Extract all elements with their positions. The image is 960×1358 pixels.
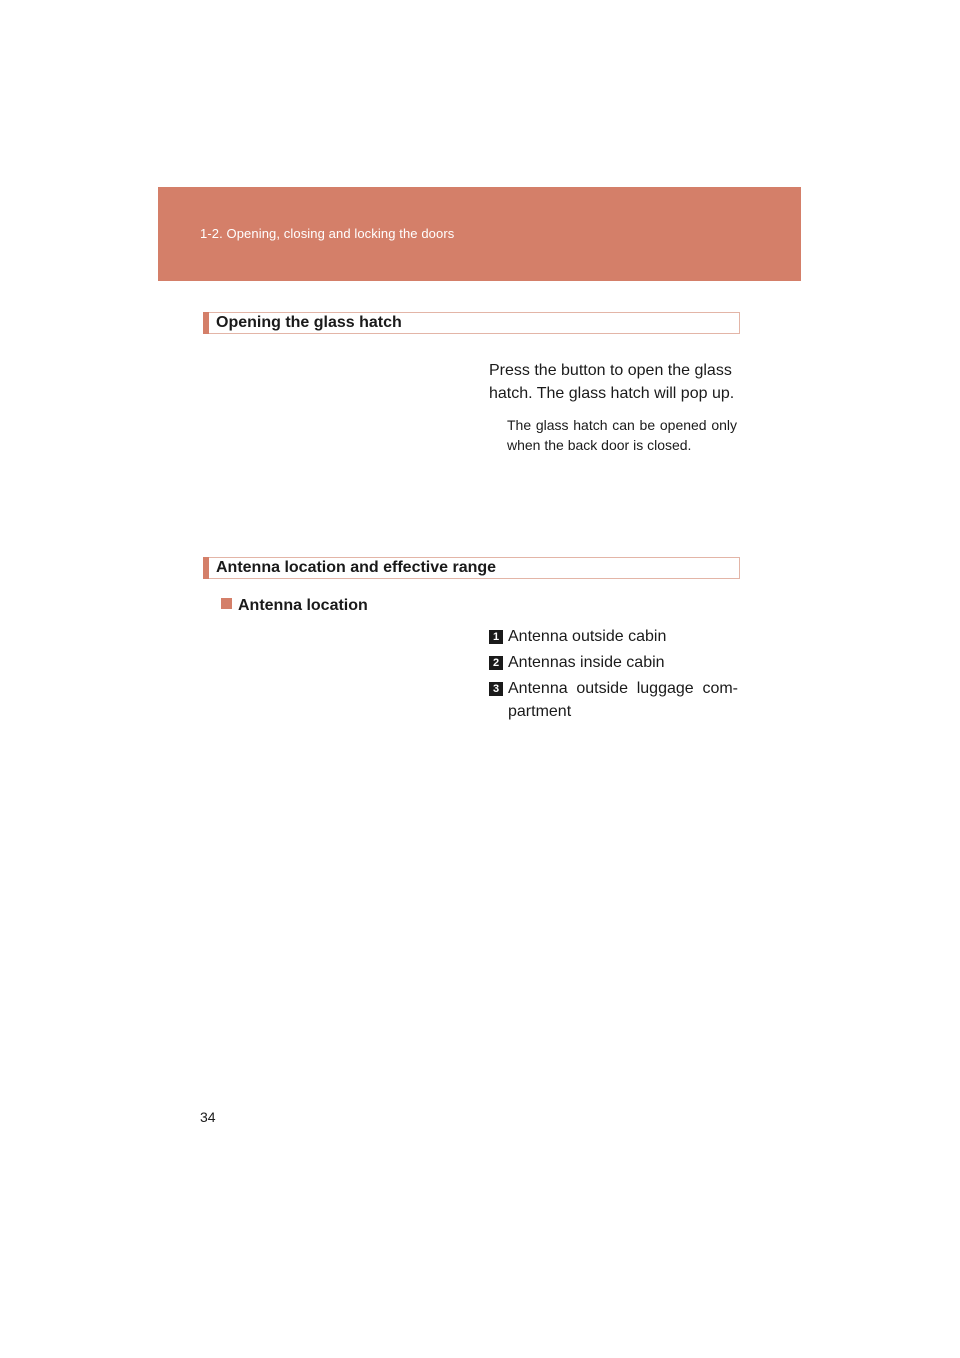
list-item — [489, 651, 739, 675]
subheading-text: Antenna location — [238, 597, 368, 614]
list-item-label: Antennas inside cabin — [508, 654, 665, 671]
section-accent-bar — [203, 557, 209, 579]
list-item — [489, 677, 739, 725]
section-title: Opening the glass hatch — [216, 314, 402, 331]
glass-hatch-note: The glass hatch can be opened only when the back door is closed. — [507, 417, 737, 453]
section-heading-antenna — [203, 557, 740, 579]
breadcrumb: 1-2. Opening, closing and locking the doors — [200, 226, 455, 241]
square-bullet-icon — [221, 598, 232, 609]
glass-hatch-instructions: Press the button to open the glass hatch. The glass hatch will pop up. — [489, 362, 735, 402]
section-heading-glass-hatch — [203, 312, 740, 334]
list-item-label: Antenna outside luggage com- partment — [508, 680, 738, 720]
number-badge-1: 1 — [489, 630, 503, 644]
number-badge-3: 3 — [489, 682, 503, 696]
list-item-label: Antenna outside cabin — [508, 628, 667, 645]
page-number: 34 — [200, 1109, 216, 1125]
section-title: Antenna location and effective range — [216, 559, 497, 576]
subheading-antenna-location — [221, 597, 368, 615]
number-badge-2: 2 — [489, 656, 503, 670]
list-item — [489, 625, 739, 649]
section-accent-bar — [203, 312, 209, 334]
chapter-header-band — [158, 187, 801, 281]
